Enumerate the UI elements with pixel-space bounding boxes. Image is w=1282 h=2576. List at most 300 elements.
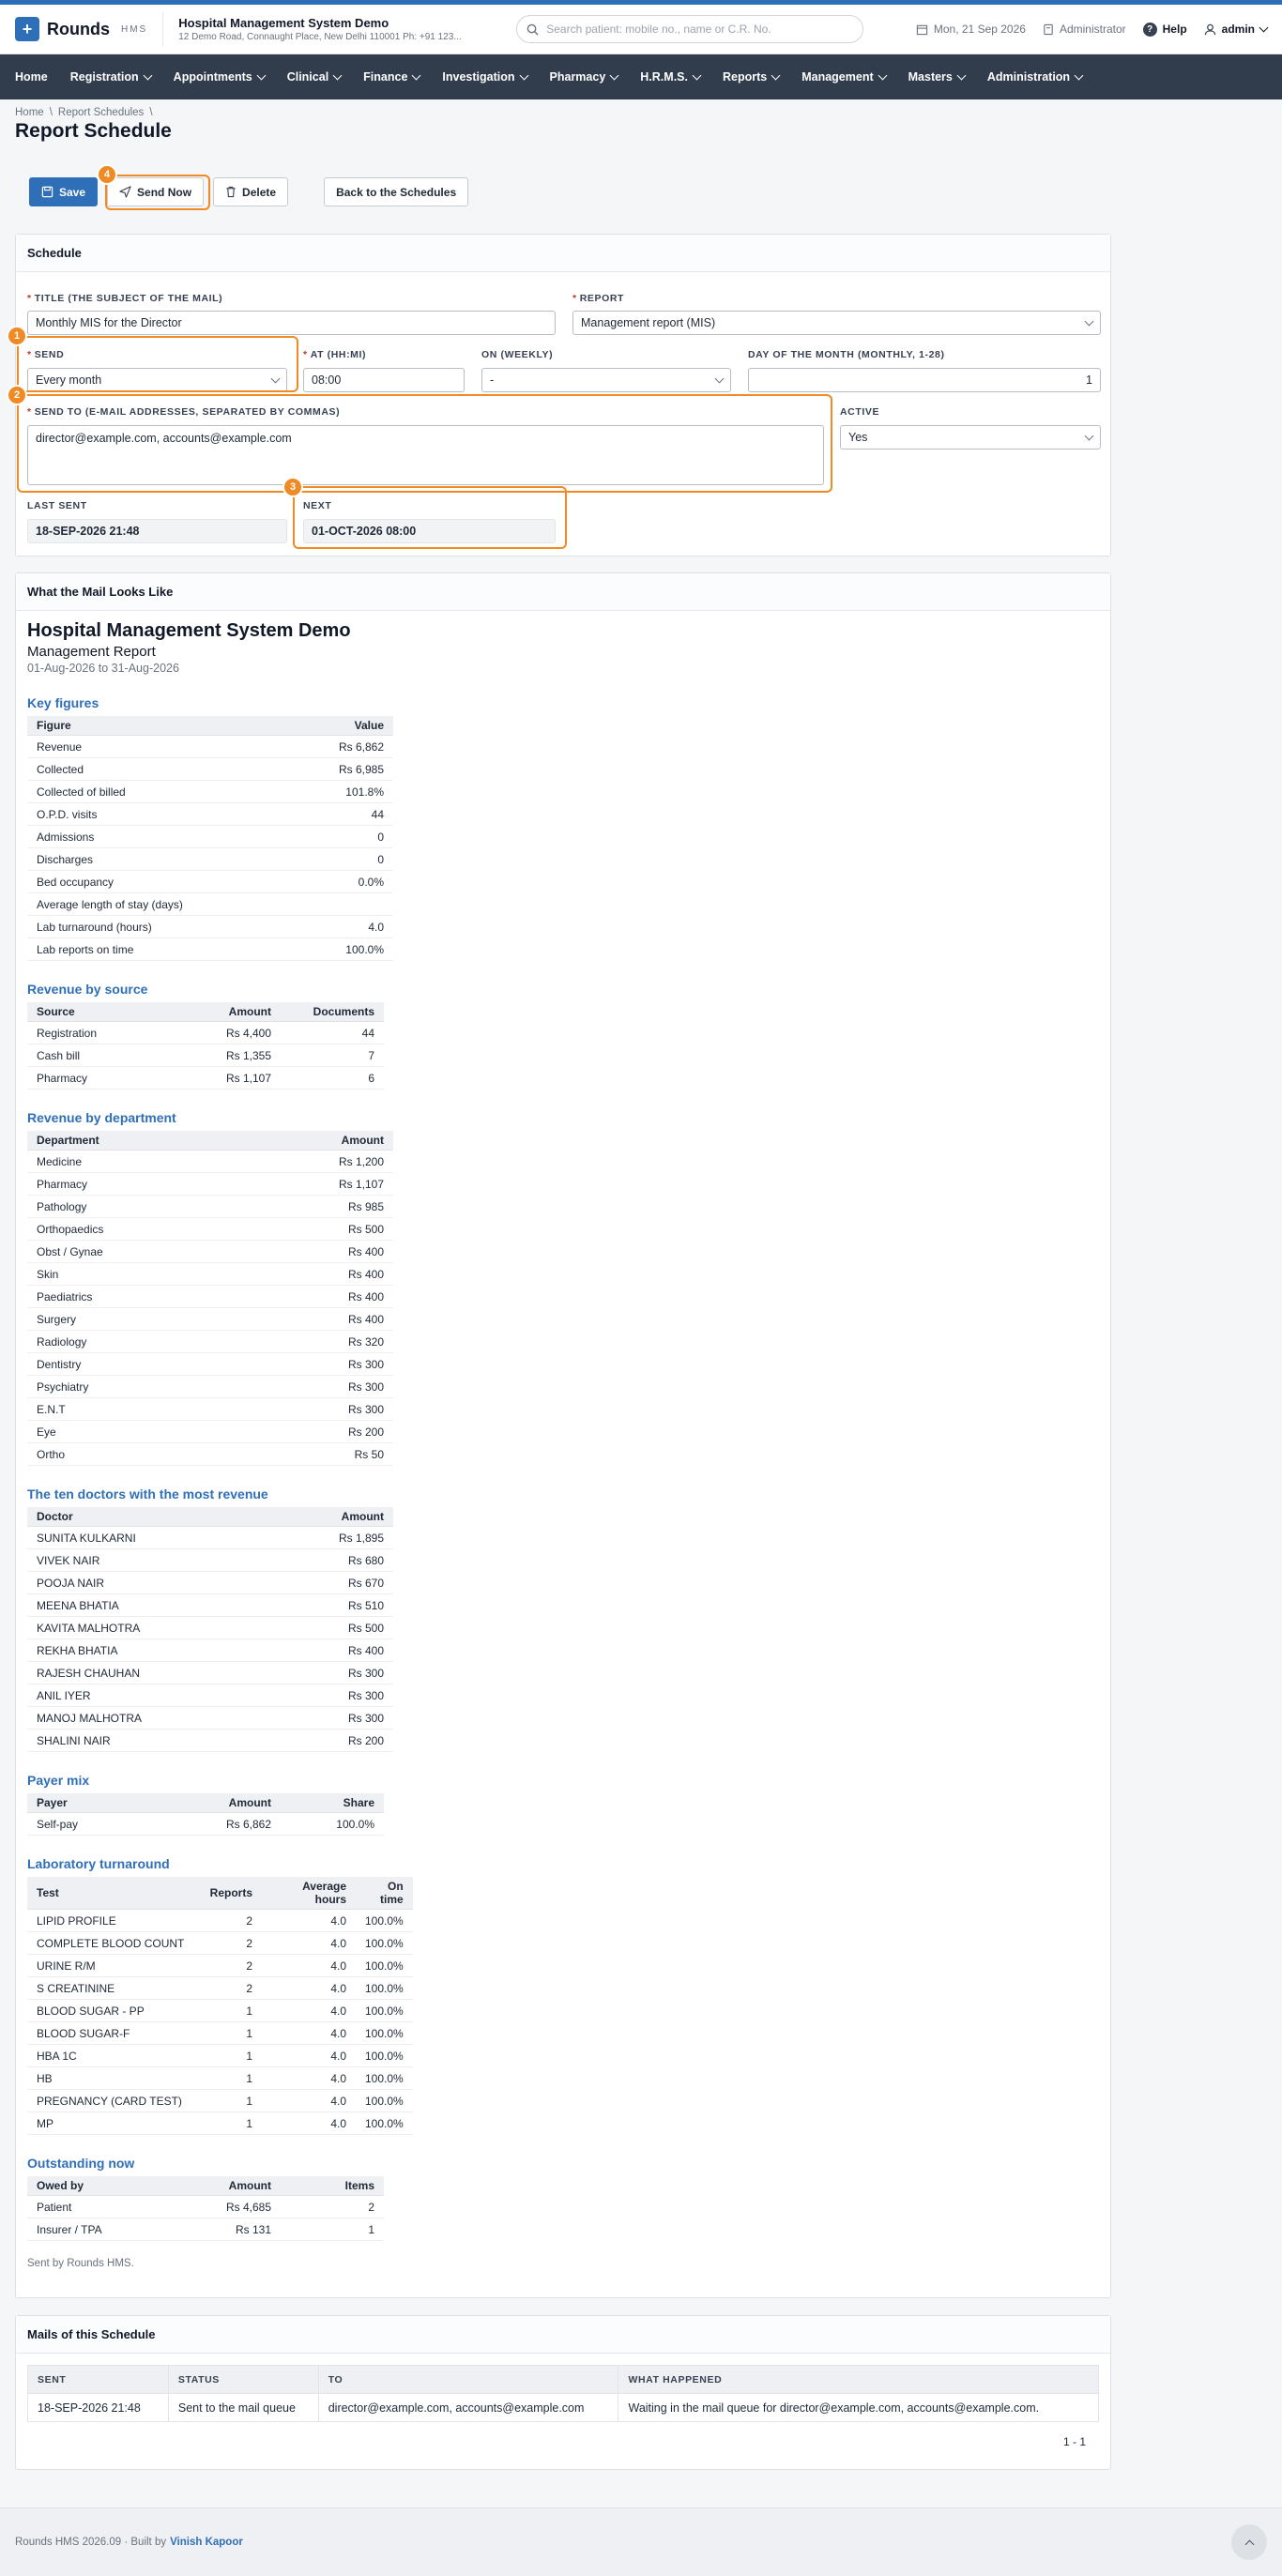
active-select[interactable]: Yes [840, 425, 1101, 450]
page-title: Report Schedule [15, 120, 172, 142]
table-cell: URINE R/M [27, 1955, 196, 1977]
table-cell: Rs 1,107 [177, 1067, 281, 1090]
table-row [27, 1308, 393, 1331]
on-weekly-label: ON (WEEKLY) [481, 349, 554, 360]
column-header: On time [356, 1877, 413, 1910]
column-header: SENT [28, 2366, 169, 2394]
table-row [27, 2045, 413, 2067]
breadcrumb-report-schedules[interactable]: Report Schedules [57, 107, 145, 118]
table-dept [27, 1131, 393, 1466]
table-cell: Bed occupancy [27, 871, 309, 893]
table-cell: Skin [27, 1263, 309, 1286]
table-cell: 1 [196, 2067, 262, 2090]
table-cell: Rs 300 [309, 1662, 393, 1684]
table-cell: Rs 985 [309, 1196, 393, 1218]
weekday-select[interactable]: - [481, 368, 731, 392]
table-cell: Eye [27, 1421, 309, 1443]
table-row [27, 1173, 393, 1196]
column-header: Documents [281, 1002, 384, 1022]
table-cell: 1 [196, 2045, 262, 2067]
breadcrumb [0, 99, 1282, 118]
mail-log-table [27, 2365, 1099, 2422]
date-display [916, 23, 1026, 36]
column-header: Value [309, 716, 393, 736]
save-label: Save [59, 185, 86, 199]
nav-label: Registration [69, 70, 139, 84]
table-cell: REKHA BHATIA [27, 1639, 309, 1662]
nav-item-finance[interactable] [352, 54, 431, 99]
table-cell: Surgery [27, 1308, 309, 1331]
table-row [27, 893, 393, 916]
table-cell: 4.0 [262, 1910, 356, 1932]
table-cell: Rs 50 [309, 1443, 393, 1466]
send-frequency-select[interactable]: Every month [27, 368, 287, 392]
table-cell: Rs 1,355 [177, 1044, 281, 1067]
mail-date-range: 01-Aug-2026 to 31-Aug-2026 [27, 662, 179, 675]
chevron-down-icon [333, 70, 343, 80]
column-header: STATUS [168, 2366, 318, 2394]
table-cell: 100.0% [356, 2045, 413, 2067]
table-cell: Rs 670 [309, 1572, 393, 1594]
breadcrumb-separator: \ [149, 107, 153, 118]
table-cell: 2 [196, 1932, 262, 1955]
table-row [27, 1044, 384, 1067]
table-cell: Rs 4,400 [177, 1022, 281, 1044]
table-cell: Rs 6,985 [309, 758, 393, 781]
table-cell: 1 [281, 2218, 384, 2241]
table-row [27, 1241, 393, 1263]
last-sent-label: LAST SENT [27, 500, 87, 511]
column-header: Amount [177, 1002, 281, 1022]
table-cell: Rs 300 [309, 1684, 393, 1707]
mail-sent-by: Sent by Rounds HMS. [27, 2258, 134, 2269]
chevron-down-icon [256, 70, 266, 80]
nav-item-clinical[interactable] [276, 54, 352, 99]
table-cell: Rs 1,107 [309, 1173, 393, 1196]
table-row [27, 1421, 393, 1443]
section-title-payer: Payer mix [27, 1773, 90, 1788]
table-row [27, 1639, 393, 1662]
table-row [27, 736, 393, 758]
table-cell: Collected of billed [27, 781, 309, 803]
nav-item-investigation[interactable] [431, 54, 538, 99]
nav-label: Home [15, 70, 48, 84]
last-sent-value: 18-SEP-2026 21:48 [27, 519, 287, 543]
table-cell: 7 [281, 1044, 384, 1067]
table-cell: Discharges [27, 848, 309, 871]
breadcrumb-separator: \ [49, 107, 53, 118]
nav-label: Finance [363, 70, 408, 84]
table-cell: 0 [309, 848, 393, 871]
column-header: Test [27, 1877, 196, 1910]
table-doctors [27, 1507, 393, 1752]
report-select[interactable]: Management report (MIS) [572, 311, 1101, 335]
mail-preview-panel [15, 572, 1111, 2298]
table-cell: Insurer / TPA [27, 2218, 177, 2241]
nav-label: Masters [908, 70, 953, 84]
table-cell: Rs 400 [309, 1286, 393, 1308]
table-cell: 101.8% [309, 781, 393, 803]
nav-label: H.R.M.S. [640, 70, 688, 84]
table-cell: Paediatrics [27, 1286, 309, 1308]
table-row [27, 1398, 393, 1421]
mail-body [16, 611, 1110, 2279]
nav-label: Appointments [173, 70, 252, 84]
table-row [27, 1730, 393, 1752]
mail-report-title: Management Report [27, 644, 156, 660]
table-cell: 6 [281, 1067, 384, 1090]
back-label: Back to the Schedules [336, 185, 457, 199]
table-row [27, 2218, 384, 2241]
app-name: Rounds [47, 19, 110, 38]
save-button[interactable] [29, 177, 98, 206]
save-icon [41, 186, 53, 198]
table-cell: 0.0% [309, 871, 393, 893]
day-of-month-field[interactable]: 1 [748, 368, 1101, 392]
table-cell: Cash bill [27, 1044, 177, 1067]
table-cell: MEENA BHATIA [27, 1594, 309, 1617]
table-cell: Revenue [27, 736, 309, 758]
callout-send [17, 336, 298, 392]
back-to-schedules-button[interactable] [324, 177, 468, 206]
table-cell: 4.0 [262, 2022, 356, 2045]
table-cell: 2 [196, 1955, 262, 1977]
patient-search-input[interactable] [516, 15, 863, 43]
table-cell: 2 [196, 1977, 262, 2000]
section-title-lab: Laboratory turnaround [27, 1856, 170, 1871]
table-cell: KAVITA MALHOTRA [27, 1617, 309, 1639]
table-cell: Obst / Gynae [27, 1241, 309, 1263]
table-cell: Rs 500 [309, 1218, 393, 1241]
chevron-down-icon [878, 70, 887, 80]
column-header: Reports [196, 1877, 262, 1910]
chevron-down-icon [715, 373, 725, 383]
table-cell: 100.0% [356, 1955, 413, 1977]
user-name: admin [1221, 23, 1255, 36]
pagination-info: 1 - 1 [1062, 2435, 1086, 2448]
column-header: Source [27, 1002, 177, 1022]
table-cell: 100.0% [356, 1932, 413, 1955]
chevron-down-icon [1085, 316, 1094, 326]
table-cell: Rs 200 [309, 1730, 393, 1752]
table-cell: Rs 400 [309, 1308, 393, 1331]
table-cell: Patient [27, 2196, 177, 2218]
table-cell: BLOOD SUGAR - PP [27, 2000, 196, 2022]
table-row [27, 2090, 413, 2112]
at-label: * AT (HH:MI) [303, 349, 367, 360]
table-cell: Rs 680 [309, 1549, 393, 1572]
table-row [27, 826, 393, 848]
table-cell: Rs 500 [309, 1617, 393, 1639]
role-text: Administrator [1059, 23, 1126, 36]
send-to-label: * SEND TO (E-MAIL ADDRESSES, SEPARATED BY COMMAS) [27, 406, 341, 418]
table-cell: Rs 1,200 [309, 1151, 393, 1173]
nav-item-registration[interactable] [59, 54, 162, 99]
table-cell: 0 [309, 826, 393, 848]
mail-log-panel [15, 2315, 1111, 2470]
plus-icon: + [15, 17, 39, 41]
table-cell: Pharmacy [27, 1173, 309, 1196]
chevron-down-icon [519, 70, 528, 80]
scroll-to-top-button[interactable] [1231, 2524, 1267, 2560]
table-cell: SHALINI NAIR [27, 1730, 309, 1752]
table-row [27, 1376, 393, 1398]
chevron-down-icon [956, 70, 966, 80]
table-cell: 18-SEP-2026 21:48 [28, 2394, 169, 2422]
nav-label: Pharmacy [549, 70, 606, 84]
table-cell: 100.0% [309, 938, 393, 961]
table-cell: Rs 131 [177, 2218, 281, 2241]
table-row [27, 1707, 393, 1730]
column-header: Amount [177, 2176, 281, 2196]
nav-item-pharmacy[interactable] [539, 54, 630, 99]
chevron-down-icon [771, 70, 781, 80]
table-cell: Pharmacy [27, 1067, 177, 1090]
table-cell: HB [27, 2067, 196, 2090]
table-cell: 4.0 [262, 1932, 356, 1955]
callout-badge-2: 2 [7, 385, 27, 405]
table-cell: 4.0 [262, 1955, 356, 1977]
table-cell: 1 [196, 2022, 262, 2045]
nav-item-h-r-m-s[interactable] [629, 54, 711, 99]
table-cell: 4.0 [262, 2090, 356, 2112]
chevron-down-icon [1259, 23, 1269, 32]
column-header: WHAT HAPPENED [618, 2366, 1099, 2394]
table-cell: Rs 6,862 [309, 736, 393, 758]
section-title-doctors: The ten doctors with the most revenue [27, 1486, 268, 1501]
hospital-info [178, 16, 516, 42]
table-row [27, 1527, 393, 1549]
mail-hospital-name: Hospital Management System Demo [27, 620, 351, 641]
table-cell: director@example.com, accounts@example.com [318, 2394, 618, 2422]
chevron-up-icon [1244, 2539, 1254, 2549]
table-cell: Rs 4,685 [177, 2196, 281, 2218]
table-cell: Dentistry [27, 1353, 309, 1376]
nav-item-home[interactable] [4, 54, 59, 99]
table-cell: 100.0% [356, 2000, 413, 2022]
section-title-dept: Revenue by department [27, 1110, 176, 1125]
table-row [27, 1218, 393, 1241]
send-label: * SEND [27, 349, 65, 360]
nav-item-reports[interactable] [711, 54, 790, 99]
table-cell: Orthopaedics [27, 1218, 309, 1241]
next-label: NEXT [303, 500, 332, 511]
table-row [27, 758, 393, 781]
column-header: Amount [309, 1507, 393, 1527]
calendar-icon [916, 23, 928, 36]
chevron-down-icon [1085, 431, 1094, 440]
table-cell: MP [27, 2112, 196, 2135]
column-header: Amount [309, 1131, 393, 1151]
table-cell: Collected [27, 758, 309, 781]
chevron-down-icon [693, 70, 702, 80]
footer-text: Rounds HMS 2026.09 · Built by [15, 2537, 167, 2548]
table-cell: RAJESH CHAUHAN [27, 1662, 309, 1684]
table-row [27, 1594, 393, 1617]
callout-send-now [105, 175, 210, 210]
table-cell: Rs 400 [309, 1639, 393, 1662]
table-cell: 1 [196, 2112, 262, 2135]
app-sub: HMS [121, 23, 148, 35]
delete-label: Delete [242, 185, 277, 199]
table-cell: 1 [196, 2000, 262, 2022]
column-header: Average hours [262, 1877, 356, 1910]
table-row [27, 781, 393, 803]
table-cell: Rs 510 [309, 1594, 393, 1617]
table-cell: Ortho [27, 1443, 309, 1466]
table-lab [27, 1877, 413, 2135]
table-cell: Waiting in the mail queue for director@example.com, accounts@example.com. [618, 2394, 1099, 2422]
help-icon: ? [1143, 23, 1157, 37]
date-text: Mon, 21 Sep 2026 [933, 23, 1026, 36]
table-row [27, 2022, 413, 2045]
day-of-month-label: DAY OF THE MONTH (MONTHLY, 1-28) [748, 349, 945, 360]
table-cell: 4.0 [262, 2112, 356, 2135]
table-cell: Rs 300 [309, 1398, 393, 1421]
time-field[interactable]: 08:00 [303, 368, 465, 392]
table-row [27, 1067, 384, 1090]
column-header: Figure [27, 716, 309, 736]
table-row [27, 1196, 393, 1218]
report-label: * REPORT [572, 293, 625, 304]
table-cell: Psychiatry [27, 1376, 309, 1398]
table-row [27, 848, 393, 871]
table-cell: 100.0% [281, 1813, 384, 1836]
table-cell: 4.0 [262, 1977, 356, 2000]
table-cell: 100.0% [356, 1910, 413, 1932]
table-cell: BLOOD SUGAR-F [27, 2022, 196, 2045]
table-cell: Radiology [27, 1331, 309, 1353]
callout-badge-4: 4 [97, 164, 117, 185]
table-row [27, 1977, 413, 2000]
column-header: Doctor [27, 1507, 309, 1527]
table-cell: Registration [27, 1022, 177, 1044]
table-source [27, 1002, 384, 1090]
table-row [27, 1572, 393, 1594]
help-link[interactable] [1143, 23, 1187, 37]
callout-next [293, 486, 567, 549]
mail-preview-heading: What the Mail Looks Like [16, 573, 1110, 611]
badge-icon [1043, 23, 1054, 36]
table-cell: Rs 200 [309, 1421, 393, 1443]
table-row [27, 916, 393, 938]
table-cell: 100.0% [356, 1977, 413, 2000]
table-row [27, 803, 393, 826]
table-row [27, 1151, 393, 1173]
main-nav [0, 54, 1282, 99]
next-value: 01-OCT-2026 08:00 [303, 519, 556, 543]
table-cell: Self-pay [27, 1813, 177, 1836]
table-cell: 100.0% [356, 2090, 413, 2112]
nav-label: Management [801, 70, 874, 84]
table-outstanding [27, 2176, 384, 2241]
table-cell: Average length of stay (days) [27, 893, 309, 916]
table-row [27, 2000, 413, 2022]
column-header: Amount [177, 1793, 281, 1813]
search-placeholder: Search patient: mobile no., name or C.R. No. [546, 23, 771, 36]
footer-author-link[interactable]: Vinish Kapoor [170, 2537, 243, 2548]
table-cell: Sent to the mail queue [168, 2394, 318, 2422]
table-cell: Rs 400 [309, 1263, 393, 1286]
table-row [27, 1549, 393, 1572]
table-cell: 4.0 [309, 916, 393, 938]
table-cell: HBA 1C [27, 2045, 196, 2067]
column-header: Department [27, 1131, 309, 1151]
table-key [27, 716, 393, 961]
table-cell [309, 893, 393, 916]
callout-badge-1: 1 [7, 326, 27, 346]
table-cell: Rs 400 [309, 1241, 393, 1263]
table-row [27, 2112, 413, 2135]
table-row [27, 871, 393, 893]
table-cell: Rs 1,895 [309, 1527, 393, 1549]
callout-send-to [17, 394, 832, 493]
section-title-source: Revenue by source [27, 982, 148, 997]
table-cell: O.P.D. visits [27, 803, 309, 826]
table-row [27, 1443, 393, 1466]
table-cell: POOJA NAIR [27, 1572, 309, 1594]
table-cell: Rs 300 [309, 1353, 393, 1376]
table-cell: 44 [309, 803, 393, 826]
toolbar [29, 177, 468, 206]
table-cell: 100.0% [356, 2022, 413, 2045]
column-header: Owed by [27, 2176, 177, 2196]
schedule-heading: Schedule [16, 235, 1110, 272]
user-icon [1204, 23, 1216, 36]
send-now-label: Send Now [137, 185, 192, 199]
search-icon [527, 23, 539, 36]
table-cell: Rs 320 [309, 1331, 393, 1353]
table-cell: 1 [196, 2090, 262, 2112]
send-to-textarea[interactable]: director@example.com, accounts@example.com [27, 425, 824, 485]
nav-label: Administration [986, 70, 1071, 84]
nav-item-administration[interactable] [976, 54, 1093, 99]
callout-badge-3: 3 [282, 477, 303, 497]
nav-item-masters[interactable] [897, 54, 976, 99]
table-cell: 4.0 [262, 2045, 356, 2067]
title-field[interactable]: Monthly MIS for the Director [27, 311, 556, 335]
delete-button[interactable] [213, 177, 288, 206]
table-row [27, 1932, 413, 1955]
app-logo[interactable] [15, 12, 163, 46]
table-row [27, 1331, 393, 1353]
table-cell: 100.0% [356, 2112, 413, 2135]
nav-item-appointments[interactable] [162, 54, 276, 99]
column-header: Items [281, 2176, 384, 2196]
breadcrumb-home[interactable]: Home [15, 107, 44, 118]
table-row [27, 1910, 413, 1932]
role-display [1043, 23, 1126, 36]
table-cell: COMPLETE BLOOD COUNT [27, 1932, 196, 1955]
column-header: Payer [27, 1793, 177, 1813]
nav-item-management[interactable] [790, 54, 896, 99]
help-label: Help [1162, 23, 1187, 36]
table-row [27, 1353, 393, 1376]
table-row [27, 1684, 393, 1707]
table-row [27, 1617, 393, 1639]
chevron-down-icon [412, 70, 421, 80]
table-cell: Medicine [27, 1151, 309, 1173]
title-label: * TITLE (THE SUBJECT OF THE MAIL) [27, 293, 223, 304]
chevron-down-icon [610, 70, 619, 80]
table-cell: 4.0 [262, 2000, 356, 2022]
table-row [27, 1263, 393, 1286]
table-row [27, 2196, 384, 2218]
table-cell: Pathology [27, 1196, 309, 1218]
user-menu[interactable] [1204, 23, 1267, 36]
table-cell: E.N.T [27, 1398, 309, 1421]
table-cell: Lab reports on time [27, 938, 309, 961]
